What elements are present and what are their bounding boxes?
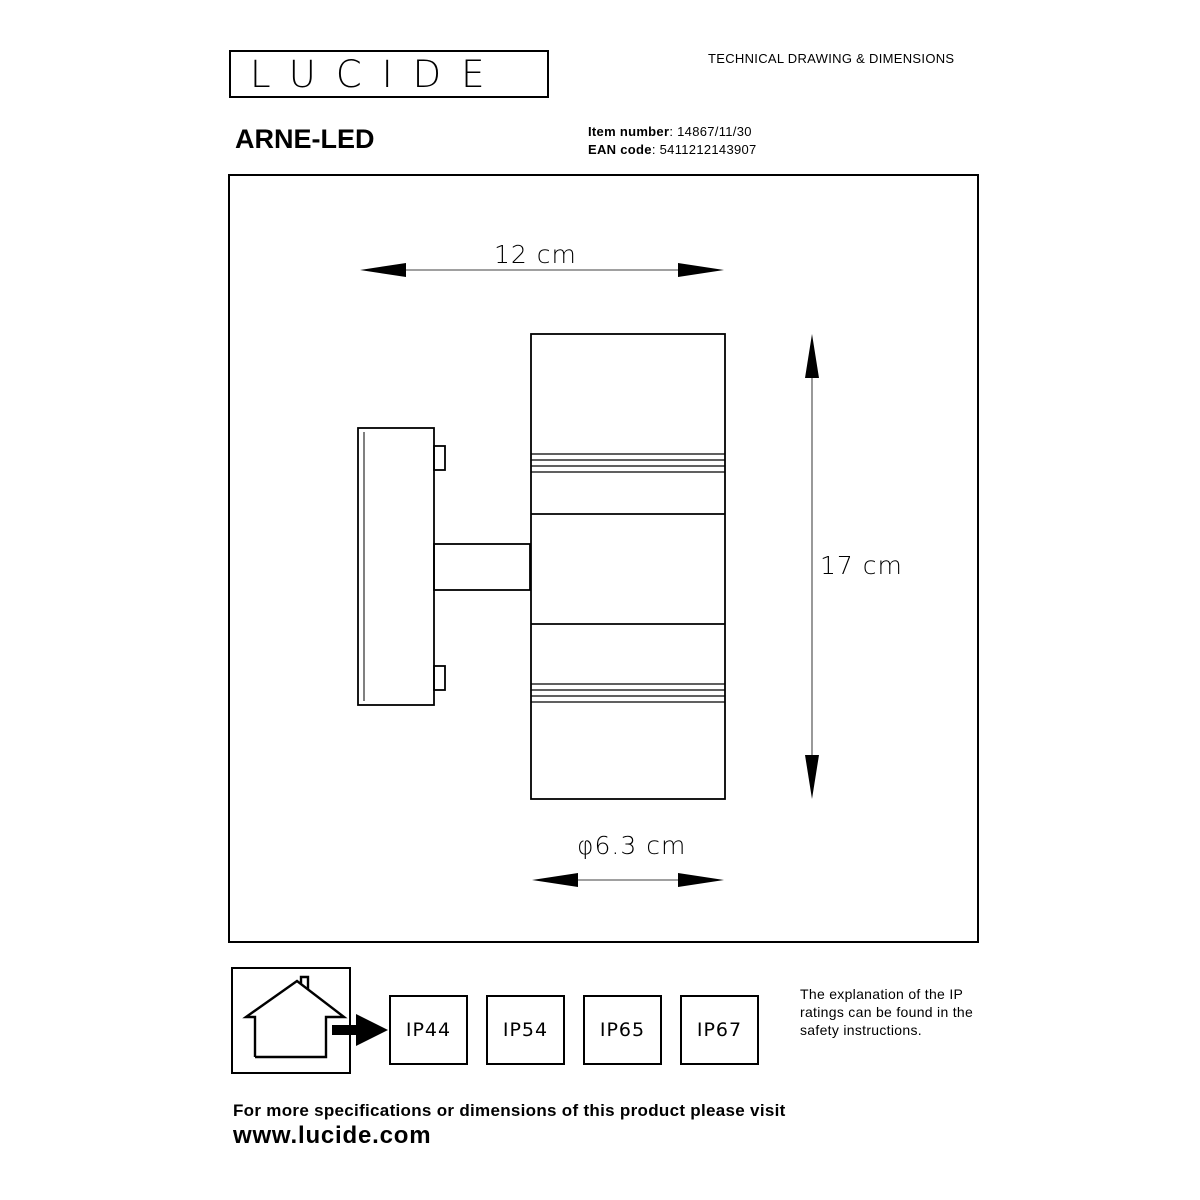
- brand-logo: LUCIDE: [250, 53, 505, 96]
- item-number-value: : 14867/11/30: [669, 124, 752, 139]
- height-dimension: [805, 334, 819, 799]
- ip-rating-box: IP65: [583, 995, 662, 1065]
- website-link[interactable]: www.lucide.com: [233, 1122, 432, 1149]
- footer-text: For more specifications or dimensions of this product please visit: [233, 1101, 786, 1120]
- screw-top: [434, 446, 445, 470]
- item-number-line: [588, 124, 752, 139]
- mounting-arm: [434, 544, 530, 590]
- item-number-label: Item number: [588, 124, 670, 139]
- ip-rating-box: IP54: [486, 995, 565, 1065]
- lamp-body: [531, 334, 725, 799]
- diameter-dimension: [532, 873, 724, 887]
- width-label: 12 cm: [494, 240, 577, 269]
- screw-bottom: [434, 666, 445, 690]
- document-caption: TECHNICAL DRAWING & DIMENSIONS: [708, 51, 955, 66]
- ean-code-line: [588, 142, 757, 157]
- ean-code-label: EAN code: [588, 142, 652, 157]
- ip-rating-box: IP67: [680, 995, 759, 1065]
- arrow-right-icon: [332, 1011, 388, 1049]
- diameter-label: φ6.3 cm: [577, 831, 687, 860]
- wall-plate: [358, 428, 434, 705]
- height-label: 17 cm: [820, 551, 903, 580]
- ip-explanation-note: The explanation of the IP ratings can be found in the safety instructions.: [800, 986, 974, 1038]
- product-title: ARNE-LED: [235, 124, 375, 154]
- ip-rating-box: IP44: [389, 995, 468, 1065]
- ean-code-value: : 5411212143907: [651, 142, 757, 157]
